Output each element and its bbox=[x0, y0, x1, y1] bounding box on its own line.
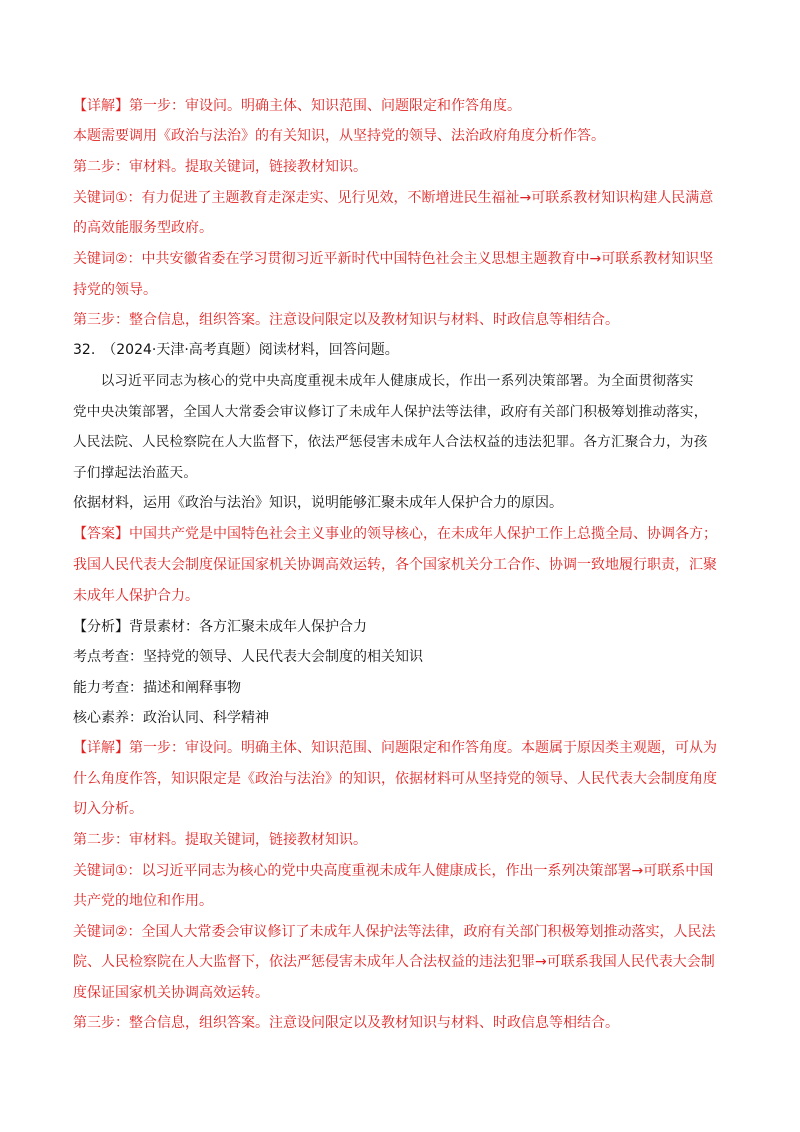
text-line: 第三步：整合信息，组织答案。注意设问限定以及教材知识与材料、时政信息等相结合。 bbox=[73, 312, 619, 328]
text-line: 关键词①：以习近平同志为核心的党中央高度重视未成年人健康成长，作出一系列决策部署→可联系中国 bbox=[73, 863, 714, 879]
text-line: 持党的领导。 bbox=[73, 282, 157, 298]
text-line: 共产党的地位和作用。 bbox=[73, 893, 213, 909]
analysis-line: 核心素养：政治认同、科学精神 bbox=[73, 710, 269, 726]
text-line: 关键词②：全国人大常委会审议修订了未成年人保护法等法律，政府有关部门积极筹划推动落实，人民法 bbox=[73, 924, 716, 940]
analysis-line: 能力考查：描述和阐释事物 bbox=[73, 680, 241, 696]
text-line: 关键词②：中共安徽省委在学习贯彻习近平新时代中国特色社会主义思想主题教育中→可联系教材知识坚 bbox=[73, 251, 714, 267]
answer-line: 【答案】中国共产党是中国特色社会主义事业的领导核心，在未成年人保护工作上总揽全局、协调各方； bbox=[73, 526, 717, 542]
material-line: 子们撑起法治蓝天。 bbox=[73, 465, 198, 481]
detail-heading-line: 【详解】第一步：审设问。明确主体、知识范围、问题限定和作答角度。 bbox=[73, 98, 521, 114]
analysis-line: 【分析】背景素材：各方汇聚未成年人保护合力 bbox=[73, 619, 367, 635]
detail-heading-line: 【详解】第一步：审设问。明确主体、知识范围、问题限定和作答角度。本题属于原因类主观题，可从为 bbox=[73, 740, 717, 756]
material-line: 以习近平同志为核心的党中央高度重视未成年人健康成长，作出一系列决策部署。为全面贯彻落实 bbox=[73, 373, 694, 389]
text-line: 度保证国家机关协调高效运转。 bbox=[73, 985, 269, 1001]
text-line: 切入分析。 bbox=[73, 801, 143, 817]
text-line: 关键词①：有力促进了主题教育走深走实、见行见效，不断增进民生福祉→可联系教材知识构建人民满意 bbox=[73, 190, 714, 206]
question-heading: 32. （2024·天津·高考真题）阅读材料，回答问题。 bbox=[73, 342, 399, 358]
answer-line: 我国人民代表大会制度保证国家机关协调高效运转，各个国家机关分工合作、协调一致地履行职责，汇聚 bbox=[73, 557, 717, 573]
text-line: 院、人民检察院在人大监督下，依法严惩侵害未成年人合法权益的违法犯罪→可联系我国人民代表大会制 bbox=[73, 954, 715, 970]
question-prompt: 依据材料，运用《政治与法治》知识，说明能够汇聚未成年人保护合力的原因。 bbox=[73, 495, 563, 511]
material-line: 人民法院、人民检察院在人大监督下，依法严惩侵害未成年人合法权益的违法犯罪。各方汇聚合力，为孩 bbox=[73, 434, 708, 450]
text-line: 第二步：审材料。提取关键词，链接教材知识。 bbox=[73, 832, 367, 848]
text-line: 第三步：整合信息，组织答案。注意设问限定以及教材知识与材料、时政信息等相结合。 bbox=[73, 1015, 619, 1031]
answer-line: 未成年人保护合力。 bbox=[73, 588, 199, 604]
analysis-line: 考点考查：坚持党的领导、人民代表大会制度的相关知识 bbox=[73, 649, 423, 665]
text-line: 本题需要调用《政治与法治》的有关知识，从坚持党的领导、法治政府角度分析作答。 bbox=[73, 128, 605, 144]
material-line: 党中央决策部署，全国人大常委会审议修订了未成年人保护法等法律，政府有关部门积极筹划推动落实， bbox=[73, 404, 708, 420]
text-line: 什么角度作答，知识限定是《政治与法治》的知识，依据材料可从坚持党的领导、人民代表大会制度角度 bbox=[73, 771, 717, 787]
text-line: 的高效能服务型政府。 bbox=[73, 220, 213, 236]
text-line: 第二步：审材料。提取关键词，链接教材知识。 bbox=[73, 159, 367, 175]
